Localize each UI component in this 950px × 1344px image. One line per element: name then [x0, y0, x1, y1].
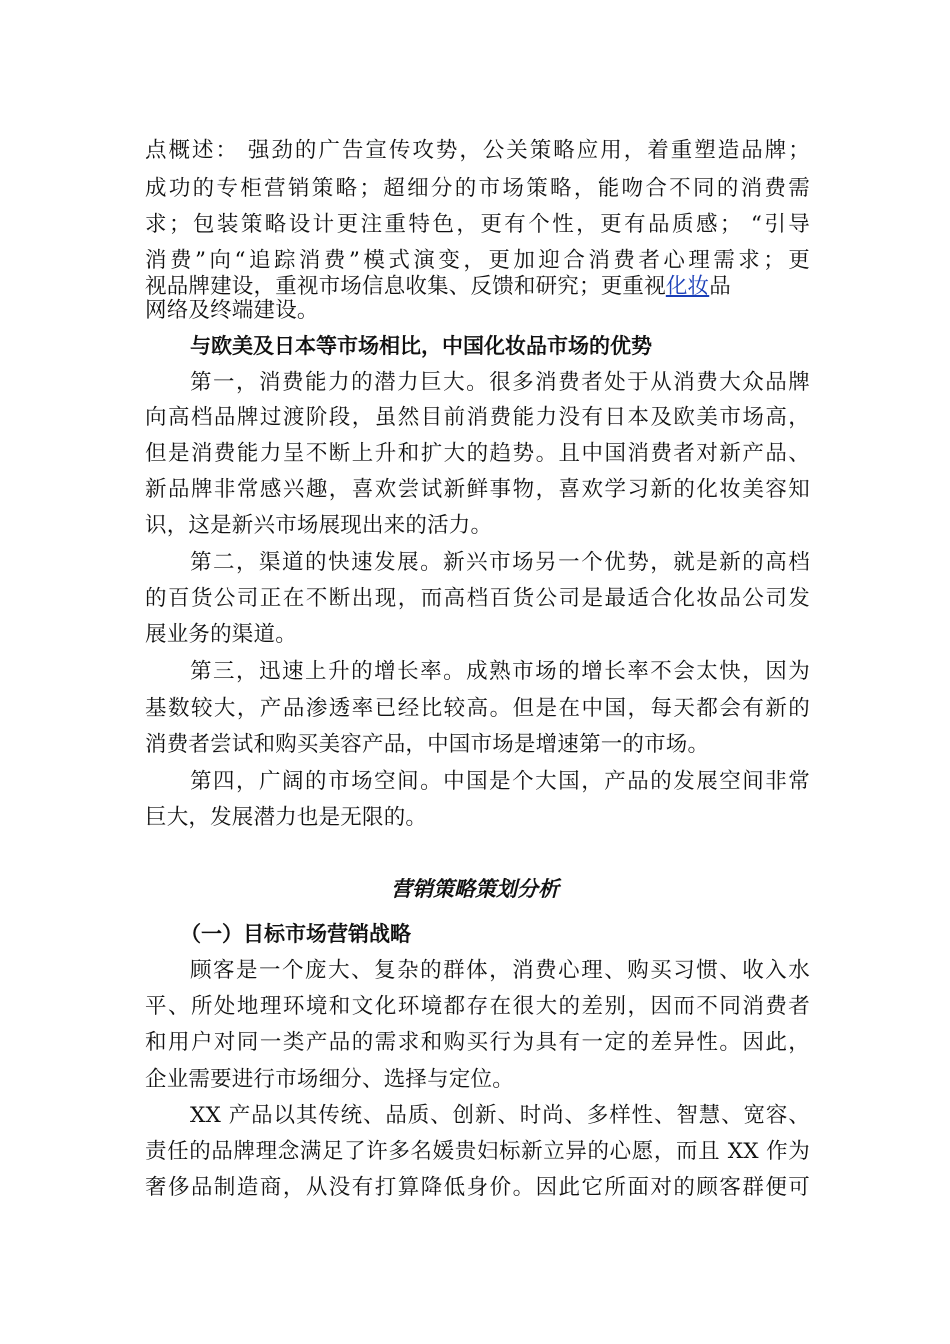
sec-p2-line-2: 责任的品牌理念满足了许多名媛贵妇标新立异的心愿，而且 XX 作为 [145, 1139, 810, 1164]
adv3-line-3: 消费者尝试和购买美容产品，中国市场是增速第一的市场。 [145, 732, 710, 757]
sec-p1-line-4: 企业需要进行市场细分、选择与定位。 [145, 1067, 514, 1092]
adv2-line-1: 第二，渠道的快速发展。新兴市场另一个优势，就是新的高档 [190, 550, 810, 575]
adv1-line-4: 新品牌非常感兴趣，喜欢尝试新鲜事物，喜欢学习新的化妆美容知 [145, 477, 810, 502]
adv3-line-1: 第三，迅速上升的增长率。成熟市场的增长率不会太快，因为 [190, 659, 810, 684]
intro-line-6: 网络及终端建设。 [145, 298, 319, 323]
sec-p1-line-1: 顾客是一个庞大、复杂的群体，消费心理、购买习惯、收入水 [190, 958, 810, 983]
adv4-line-2: 巨大，发展潜力也是无限的。 [145, 805, 428, 830]
intro-line-5-tail: 品 [709, 274, 731, 299]
intro-line-2: 成功的专柜营销策略；超细分的市场策略，能吻合不同的消费需 [145, 176, 810, 201]
sec-p1-line-3: 和用户对同一类产品的需求和购买行为具有一定的差异性。因此， [145, 1030, 810, 1055]
adv1-line-5: 识，这是新兴市场展现出来的活力。 [145, 513, 493, 538]
intro-line-4: 消费”向“追踪消费”模式演变，更加迎合消费者心理需求；更 [145, 248, 810, 273]
adv1-line-2: 向高档品牌过渡阶段，虽然目前消费能力没有日本及欧美市场高， [145, 405, 810, 430]
intro-line-1: 点概述： 强劲的广告宣传攻势，公关策略应用，着重塑造品牌； [145, 138, 810, 163]
intro-line-5 [145, 276, 810, 298]
section-subheading: （一）目标市场营销战略 [180, 922, 411, 946]
sec-p2-line-1: XX 产品以其传统、品质、创新、时尚、多样性、智慧、宽容、 [190, 1103, 810, 1128]
adv4-line-1: 第四，广阔的市场空间。中国是个大国，产品的发展空间非常 [190, 769, 810, 794]
advantages-heading: 与欧美及日本等市场相比，中国化妆品市场的优势 [190, 334, 652, 358]
cosmetics-link[interactable]: 化妆 [665, 274, 710, 299]
adv2-line-3: 展业务的渠道。 [145, 622, 297, 647]
adv3-line-2: 基数较大，产品渗透率已经比较高。但是在中国，每天都会有新的 [145, 696, 810, 721]
adv2-line-2: 的百货公司正在不断出现，而高档百货公司是最适合化妆品公司发 [145, 586, 810, 611]
intro-line-3: 求；包装策略设计更注重特色，更有个性，更有品质感； “引导 [145, 212, 810, 237]
sec-p1-line-2: 平、所处地理环境和文化环境都存在很大的差别，因而不同消费者 [145, 994, 810, 1019]
adv1-line-1: 第一，消费能力的潜力巨大。很多消费者处于从消费大众品牌 [190, 370, 810, 395]
intro-line-5-text: 视品牌建设，重视市场信息收集、反馈和研究；更重视 [145, 274, 666, 299]
sec-p2-line-3: 奢侈品制造商，从没有打算降低身价。因此它所面对的顾客群便可 [145, 1175, 810, 1200]
adv1-line-3: 但是消费能力呈不断上升和扩大的趋势。且中国消费者对新产品、 [145, 441, 810, 466]
section-title: 营销策略策划分析 [391, 877, 559, 901]
